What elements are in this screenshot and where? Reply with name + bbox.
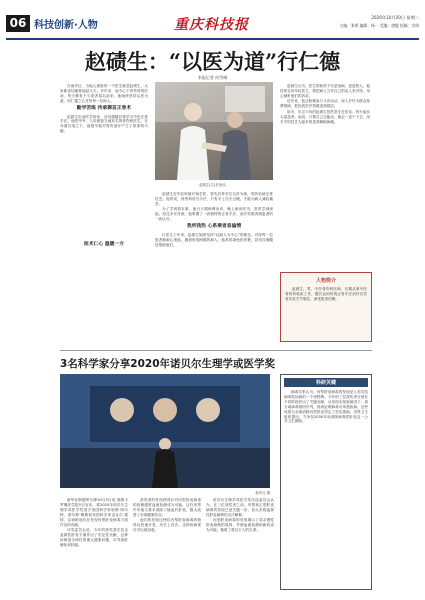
research-box — [280, 374, 372, 590]
subheading: 我所我热 心系乘者显偏情 — [186, 224, 242, 230]
page-header — [6, 12, 419, 38]
story1-col-right — [280, 84, 370, 125]
story1-col-left-lower — [60, 240, 148, 251]
page-number: 06 — [6, 15, 30, 32]
profile-box-text: 赵碛生，男，中医骨伤科医师，长期从事中医骨伤科临床工作，擅长运用传统正骨手法治疗各类骨折及关节脱位，深受患者信赖。 — [285, 287, 367, 301]
story2-col-mid — [133, 498, 201, 534]
story1-col-mid — [155, 192, 273, 248]
research-box-title: 科研关键 — [284, 378, 368, 387]
subheading: 勤学苦练 传承御苗正骨术 — [76, 105, 132, 111]
paragraph: 赵碛生认为，医生的职责不仅是治病，更是救人。他经常告诉年轻医生，要把病人当作自己的亲人来对待，用心倾听他们的诉求。 — [280, 84, 370, 98]
story1-photo-caption: 赵碛生(右)在坐诊。 — [199, 183, 229, 187]
profile-box-title: 人物简介 — [315, 278, 336, 284]
research-box-text: 病毒学家认为，丙型肝炎病毒的发现是人类对抗病毒性疾病的一个里程碑。今年的三位获奖者分别在不同阶段作出了关键贡献，从发现未知致病因子，到分离病毒基因序列，再到证明病毒可单独致病。这些成果为全球消除丙型肝炎奠定了坚实基础。世界卫生组织提出，力争在2030年前消除病毒性肝炎这一公共卫生威胁。 — [284, 390, 368, 424]
paragraph: 在南岸区，当地人最爱的一个医生就是赵碛生，大家都亲切地称他赵大夫。多年来，他专心于骨伤科的医治，每天都有不少患者慕名前来。他始终坚持以医为道，用仁德之心对待每一位病人。 — [60, 84, 148, 103]
story2-col-right — [206, 498, 274, 534]
paragraph: 近年来，他还积极参与义诊活动，深入乡村为群众免费看病，把优质医疗资源送到基层。 — [280, 99, 370, 109]
doctor-patient-illustration — [155, 82, 273, 180]
story2-photo — [60, 374, 270, 488]
paragraph: 评奖委员会说，今年的获奖者在抗击血源性肝炎方面作出了决定性贡献，这种疾病是全球性的重大健康问题，可导致肝硬化和肝癌。 — [60, 528, 128, 547]
profile-box — [280, 272, 372, 342]
story2-headline: 3名科学家分享2020年诺贝尔生理学或医学奖 — [60, 358, 276, 370]
paragraph: 获奖者的发现使得针对丙型肝炎病毒的高敏感度血液检测成为可能，这在世界许多地方基本消除了输血后肝炎，极大改善了全球健康状况。 — [133, 498, 201, 517]
paragraph: 丙型肝炎病毒的发现揭示了其余慢性肝炎病例的原因，并使血液检测和新药成为可能，挽救了数百万人的生命。 — [206, 518, 274, 533]
story1-byline: 本报记者 何雪琳 — [197, 75, 228, 80]
paragraph: 行医几十年来，赵碛生始终坚持“以病人为中心”的理念，对待每一位患者都耐心细致。遇到家庭困难的病人，他常常减免医药费，甚至自掏腰包帮助他们。 — [155, 232, 273, 247]
section-title: 科技创新·人物 — [34, 20, 98, 31]
paragraph: 新华社斯德哥尔摩10月5日电 瑞典卡罗琳医学院5日宣布，将2020年诺贝尔生理学或医学奖授予美国科学家哈维·阿尔特、查尔斯·赖斯和英国科学家迈克尔·霍顿，以表彰他们在发现丙型肝炎病毒方面作出的贡献。 — [60, 498, 128, 527]
paragraph: 如今，年过六旬的赵碛生依然坚守在诊室，每天接诊大量患者。他说，只要自己还能动，就会一直干下去，用手中的技艺为更多的患者解除病痛。 — [280, 109, 370, 124]
paragraph: 赵碛生在年轻时就开始学医，曾先后拜多位名医为师，刻苦钻研正骨技艺。他常说，骨伤科讲究手法，只有手上功夫过硬，才能为病人减轻痛苦。 — [155, 192, 273, 206]
story2-photo-caption: 新华社 摄 — [255, 491, 270, 495]
story1-photo — [155, 82, 273, 180]
story1-col-left — [60, 84, 148, 135]
masthead: 重庆科技报 — [174, 17, 249, 33]
date-line: 2020年10月20日 星期二 — [371, 15, 419, 20]
story1-headline: 赵碛生：“以医为道”行仁德 — [84, 49, 341, 74]
paragraph: 他们的发现还使抗丙型肝炎病毒药物得以快速开发，历史上首次，这种疾病现在可以被治愈。 — [133, 518, 201, 533]
paragraph: 赵碛生出身医学世家，自幼跟随长辈学习中医正骨手法。他的爷爷、父亲都是当地有名的骨伤科医生，在耳濡目染之下，他很早就对骨伤治疗产生了浓厚的兴趣。 — [60, 114, 148, 134]
paragraph: 为了学到真本事，他白天跟师傅出诊，晚上研读医书，常常学到深夜。经过多年苦练，他掌握了一套独特的正骨手法，治疗效果得到患者的一致认可。 — [155, 207, 273, 222]
paragraph: 诺贝尔生理学或医学奖评选委员会认为，在三位获奖者之前，甲型和乙型肝炎病毒的发现已是关键一步，但大多数血源性肝炎病例仍无法解释。 — [206, 498, 274, 517]
editor-line: 主编：张明 编辑：杨一 美编：唐俊 投稿：宗明 — [339, 23, 419, 28]
subheading: 医术仁心 温暖一方 — [83, 242, 125, 247]
story2-col-left — [60, 498, 128, 548]
header-rule — [6, 38, 419, 40]
section-divider — [60, 350, 372, 351]
nobel-announcement-illustration — [60, 374, 270, 488]
